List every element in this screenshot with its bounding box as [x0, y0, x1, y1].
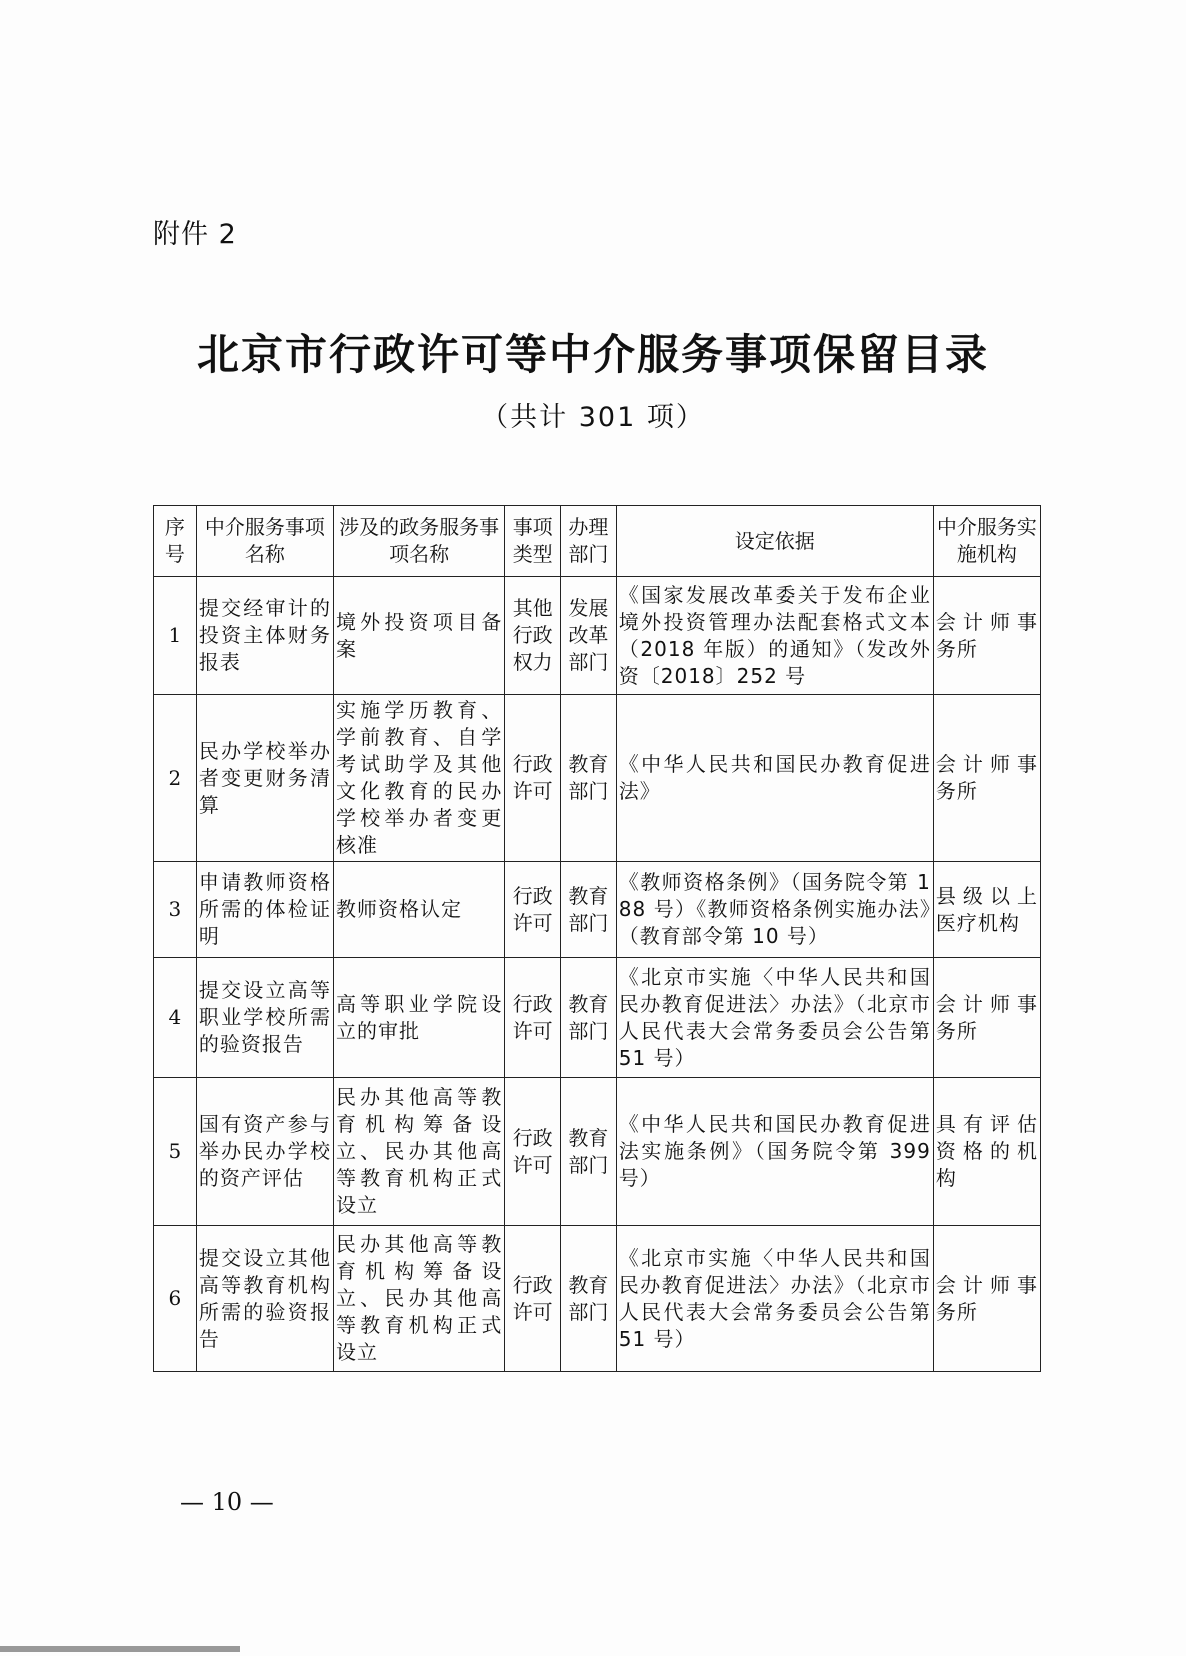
- table-row: [154, 862, 1041, 958]
- cell-department: 教育部门: [561, 1078, 617, 1226]
- cell-basis: 《国家发展改革委关于发布企业境外投资管理办法配套格式文本（2018 年版）的通知》（发改外资〔2018〕252 号: [616, 577, 933, 695]
- table-row: [154, 1078, 1041, 1226]
- cell-type: 行政许可: [505, 862, 561, 958]
- cell-service-name: 实施学历教育、学前教育、自学考试助学及其他文化教育的民办学校举办者变更核准: [333, 695, 504, 862]
- cell-department: 教育部门: [561, 1226, 617, 1372]
- cell-basis: 《北京市实施〈中华人民共和国民办教育促进法〉办法》（北京市人民代表大会常务委员会公告第 51 号）: [616, 1226, 933, 1372]
- header-basis: 设定依据: [616, 506, 933, 577]
- table-row: [154, 1226, 1041, 1372]
- cell-type: 行政许可: [505, 1078, 561, 1226]
- cell-intermediary-name: 民办学校举办者变更财务清算: [196, 695, 333, 862]
- cell-department: 发展改革部门: [561, 577, 617, 695]
- page-number: — 10 —: [180, 1488, 274, 1516]
- cell-agency: 县级以上医疗机构: [933, 862, 1040, 958]
- cell-basis: 《教师资格条例》（国务院令第 188 号）《教师资格条例实施办法》（教育部令第 10 号）: [616, 862, 933, 958]
- cell-seq: 1: [154, 577, 197, 695]
- cell-intermediary-name: 提交设立高等职业学校所需的验资报告: [196, 958, 333, 1078]
- cell-basis: 《北京市实施〈中华人民共和国民办教育促进法〉办法》（北京市人民代表大会常务委员会公告第 51 号）: [616, 958, 933, 1078]
- cell-agency: 会计师事务所: [933, 958, 1040, 1078]
- cell-type: 行政许可: [505, 695, 561, 862]
- table-row: [154, 695, 1041, 862]
- document-title: 北京市行政许可等中介服务事项保留目录: [196, 330, 989, 379]
- cell-intermediary-name: 申请教师资格所需的体检证明: [196, 862, 333, 958]
- cell-agency: 会计师事务所: [933, 577, 1040, 695]
- header-department: 办理部门: [561, 506, 617, 577]
- cell-intermediary-name: 提交经审计的投资主体财务报表: [196, 577, 333, 695]
- header-seq: 序号: [154, 506, 197, 577]
- cell-basis: 《中华人民共和国民办教育促进法》: [616, 695, 933, 862]
- header-service-name: 涉及的政务服务事项名称: [333, 506, 504, 577]
- header-type: 事项类型: [505, 506, 561, 577]
- table-header-row: [154, 506, 1041, 577]
- header-intermediary-name: 中介服务事项名称: [196, 506, 333, 577]
- cell-seq: 5: [154, 1078, 197, 1226]
- cell-agency: 会计师事务所: [933, 695, 1040, 862]
- cell-department: 教育部门: [561, 695, 617, 862]
- cell-seq: 3: [154, 862, 197, 958]
- cell-seq: 6: [154, 1226, 197, 1372]
- cell-seq: 2: [154, 695, 197, 862]
- header-agency: 中介服务实施机构: [933, 506, 1040, 577]
- cell-service-name: 境外投资项目备案: [333, 577, 504, 695]
- cell-service-name: 民办其他高等教育机构筹备设立、民办其他高等教育机构正式设立: [333, 1226, 504, 1372]
- cell-department: 教育部门: [561, 862, 617, 958]
- cell-intermediary-name: 提交设立其他高等教育机构所需的验资报告: [196, 1226, 333, 1372]
- cell-seq: 4: [154, 958, 197, 1078]
- cell-department: 教育部门: [561, 958, 617, 1078]
- cell-service-name: 高等职业学院设立的审批: [333, 958, 504, 1078]
- scan-edge-divider: [0, 1646, 240, 1652]
- cell-type: 其他行政权力: [505, 577, 561, 695]
- cell-intermediary-name: 国有资产参与举办民办学校的资产评估: [196, 1078, 333, 1226]
- cell-agency: 会计师事务所: [933, 1226, 1040, 1372]
- cell-basis: 《中华人民共和国民办教育促进法实施条例》（国务院令第 399 号）: [616, 1078, 933, 1226]
- attachment-label: 附件 2: [153, 219, 237, 250]
- catalog-table: [153, 505, 1041, 1372]
- cell-agency: 具有评估资格的机构: [933, 1078, 1040, 1226]
- cell-service-name: 民办其他高等教育机构筹备设立、民办其他高等教育机构正式设立: [333, 1078, 504, 1226]
- table-row: [154, 958, 1041, 1078]
- cell-type: 行政许可: [505, 1226, 561, 1372]
- table-row: [154, 577, 1041, 695]
- cell-service-name: 教师资格认定: [333, 862, 504, 958]
- document-subtitle: （共计 301 项）: [481, 402, 705, 433]
- cell-type: 行政许可: [505, 958, 561, 1078]
